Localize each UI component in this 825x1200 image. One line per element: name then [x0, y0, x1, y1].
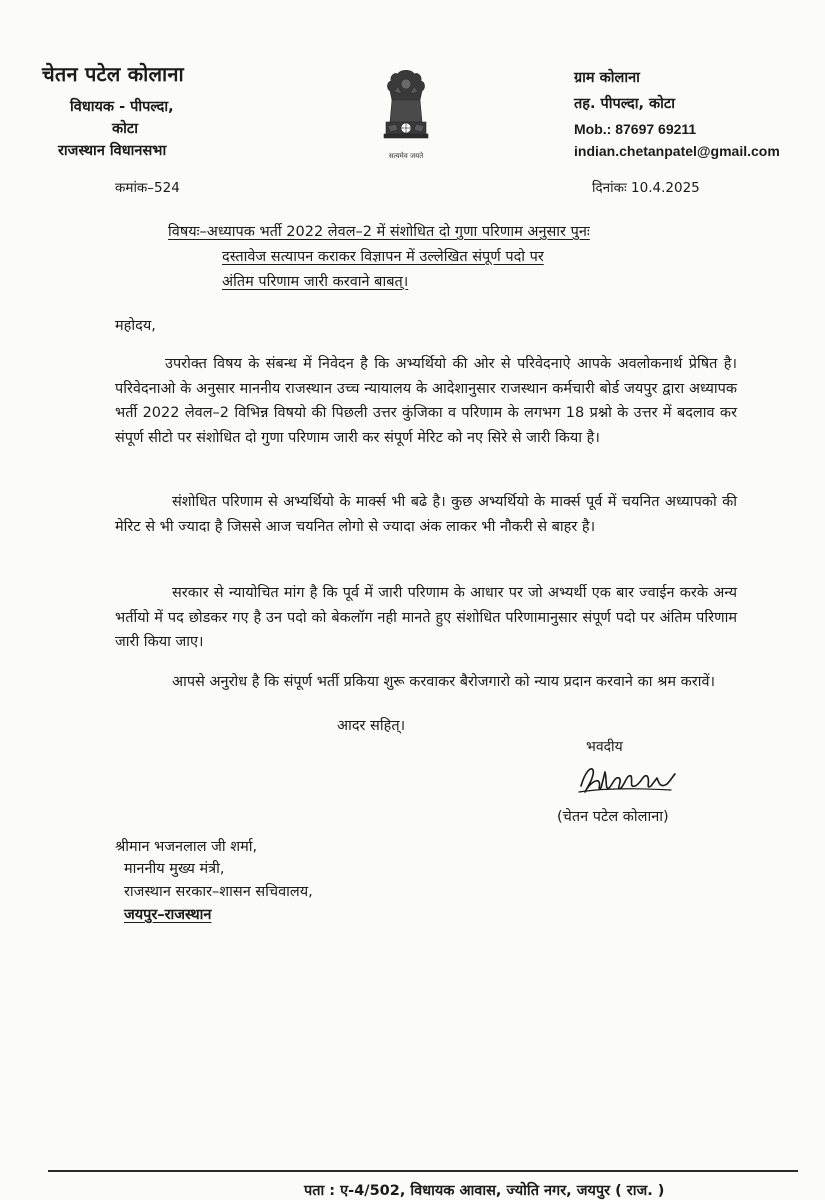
sender-city: कोटा	[112, 121, 138, 137]
subject-line-1: विषयः–अध्यापक भर्ती 2022 लेवल–2 में संशोधित दो गुणा परिणाम अनुसार पुनः	[168, 224, 590, 240]
subject-line-3: अंतिम परिणाम जारी करवाने बाबत्।	[222, 274, 409, 290]
emblem-motto: सत्यमेव जयते	[388, 152, 424, 160]
reference-number: कमांक–524	[115, 180, 180, 196]
handwritten-signature	[575, 758, 679, 800]
sender-email: indian.chetanpatel@gmail.com	[574, 143, 780, 159]
signatory-name: (चेतन पटेल कोलाना)	[557, 809, 669, 825]
body-paragraph-1: उपरोक्त विषय के संबन्ध में निवेदन है कि अभ्यर्थियो की ओर से परिवेदनाऐ आपके अवलोकनार्थ प्रेषित है। परिवेदनाओ के अनुसार माननीय राजस्थान उच्च न्यायालय के आदेशानुसार राजस्थान कर्मचारी बोर्ड जयपुर द्वारा अध्यापक भर्ती 2022 लेवल–2 विभिन्न विषयो की पिछली उत्तर कुंजिका व परिणाम के लगभग 18 प्रश्नो के उत्तर में बदलाव कर संपूर्ण सीटो पर संशोधित दो गुणा परिणाम जारी कर संपूर्ण मेरिट को नए सिरे से जारी किया है।	[115, 356, 737, 446]
sender-assembly: राजस्थान विधानसभा	[58, 143, 167, 159]
body-paragraph-4: आपसे अनुरोध है कि संपूर्ण भर्ती प्रकिया शुरू करवाकर बैरोजगारो को न्याय प्रदान करवाने का श्रम करावें।	[172, 674, 716, 690]
footer-divider	[48, 1170, 798, 1172]
sender-mobile: Mob.: 87697 69211	[574, 121, 697, 137]
sender-tehsil: तह. पीपल्दा, कोटा	[574, 96, 675, 112]
sender-name: चेतन पटेल कोलाना	[42, 62, 184, 86]
recipient-line-1: श्रीमान भजनलाल जी शर्मा,	[115, 839, 258, 855]
sender-designation: विधायक - पीपल्दा,	[70, 99, 174, 115]
subject-line-2: दस्तावेज सत्यापन कराकर विज्ञापन में उल्लेखित संपूर्ण पदो पर	[222, 249, 544, 265]
subject-block	[168, 220, 590, 295]
letter-date: दिनांकः 10.4.2025	[592, 180, 700, 196]
recipient-line-4: जयपुर–राजस्थान	[124, 907, 212, 923]
closing-regards: आदर सहित्।	[337, 718, 406, 734]
recipient-line-2: माननीय मुख्य मंत्री,	[124, 861, 225, 877]
body-paragraph-3: सरकार से न्यायोचित मांग है कि पूर्व में जारी परिणाम के आधार पर जो अभ्यर्थी एक बार ज्वाईन करके अन्य भर्तीयो में पद छोडकर गए है उन पदो को बेकलॉग नही मानते हुए संशोधित परिणामानुसार संपूर्ण पदो पर अंतिम परिणाम जारी किया जाए।	[115, 585, 737, 650]
yours-faithfully: भवदीय	[586, 739, 623, 755]
recipient-line-3: राजस्थान सरकार–शासन सचिवालय,	[124, 884, 313, 900]
sender-village: ग्राम कोलाना	[574, 70, 640, 86]
footer-address: पता : ए-4/502, विधायक आवास, ज्योति नगर, जयपुर ( राज. )	[304, 1183, 665, 1199]
salutation: महोदय,	[115, 318, 156, 334]
body-paragraph-2: संशोधित परिणाम से अभ्यर्थियो के मार्क्स भी बढे है। कुछ अभ्यर्थियो के मार्क्स पूर्व में चयनित अध्यापको की मेरिट से भी ज्यादा है जिससे आज चयनित लोगो से ज्यादा अंक लाकर भी नौकरी से बाहर है।	[115, 494, 737, 535]
